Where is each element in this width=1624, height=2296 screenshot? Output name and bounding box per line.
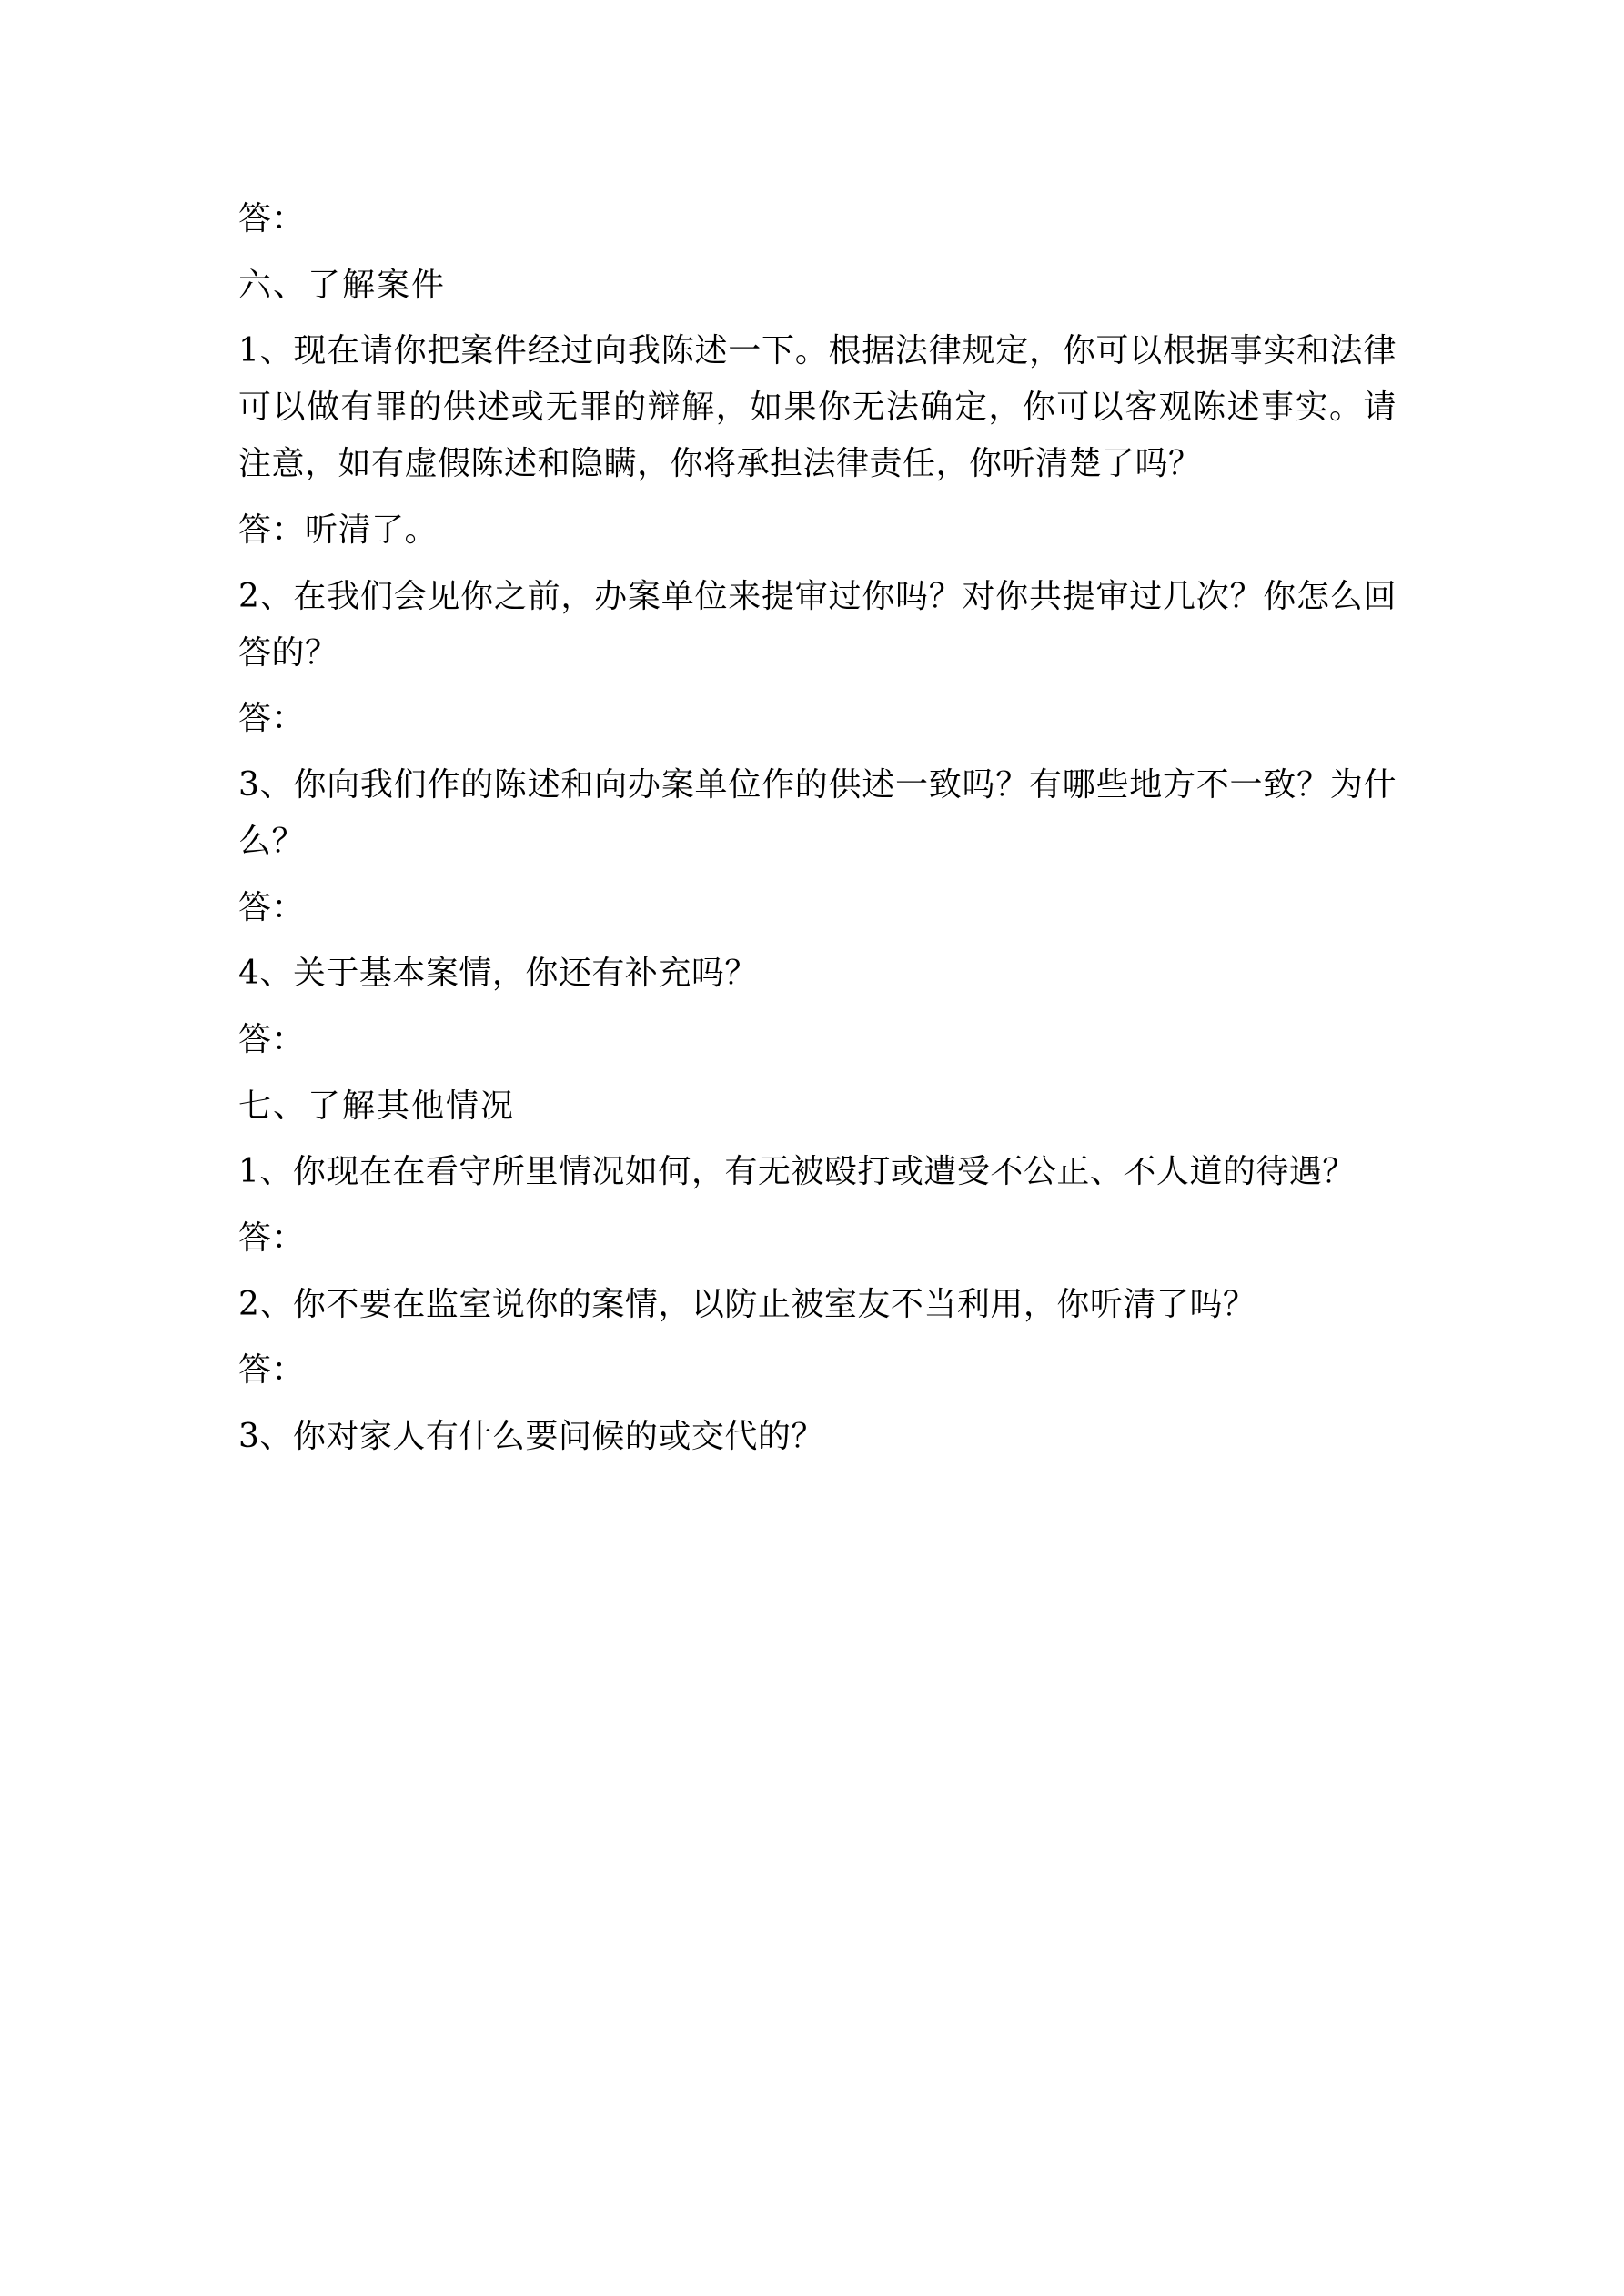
answer-6-1: 答：听清了。 xyxy=(238,511,439,549)
answer-7-2: 答： xyxy=(238,1351,306,1390)
answer-6-4: 答： xyxy=(238,1020,306,1058)
answer-6-2: 答： xyxy=(238,700,306,738)
question-7-2: 2、你不要在监室说你的案情，以防止被室友不当利用，你听清了吗？ xyxy=(238,1285,1256,1323)
answer-7-1: 答： xyxy=(238,1219,306,1258)
question-6-3: 3、你向我们作的陈述和向办案单位作的供述一致吗？有哪些地方不一致？为什么？ xyxy=(238,765,1397,860)
question-6-4: 4、关于基本案情，你还有补充吗？ xyxy=(238,955,758,993)
document-body xyxy=(238,191,1397,1465)
section-heading-seven: 七、了解其他情况 xyxy=(238,1087,516,1125)
section-heading-six: 六、了解案件 xyxy=(238,266,447,304)
answer-6-3: 答： xyxy=(238,888,306,926)
answer-prompt-1: 答： xyxy=(238,200,306,238)
question-6-1: 1、现在请你把案件经过向我陈述一下。根据法律规定，你可以根据事实和法律可以做有罪的供述或无罪的辩解，如果你无法确定，你可以客观陈述事实。请注意，如有虚假陈述和隐瞒，你将承担法律责任，你听清楚了吗？ xyxy=(238,332,1397,483)
question-7-1: 1、你现在在看守所里情况如何，有无被殴打或遭受不公正、不人道的待遇？ xyxy=(238,1153,1356,1191)
question-6-2: 2、在我们会见你之前，办案单位来提审过你吗？对你共提审过几次？你怎么回答的？ xyxy=(238,577,1397,672)
question-7-3: 3、你对家人有什么要问候的或交代的？ xyxy=(238,1418,824,1456)
